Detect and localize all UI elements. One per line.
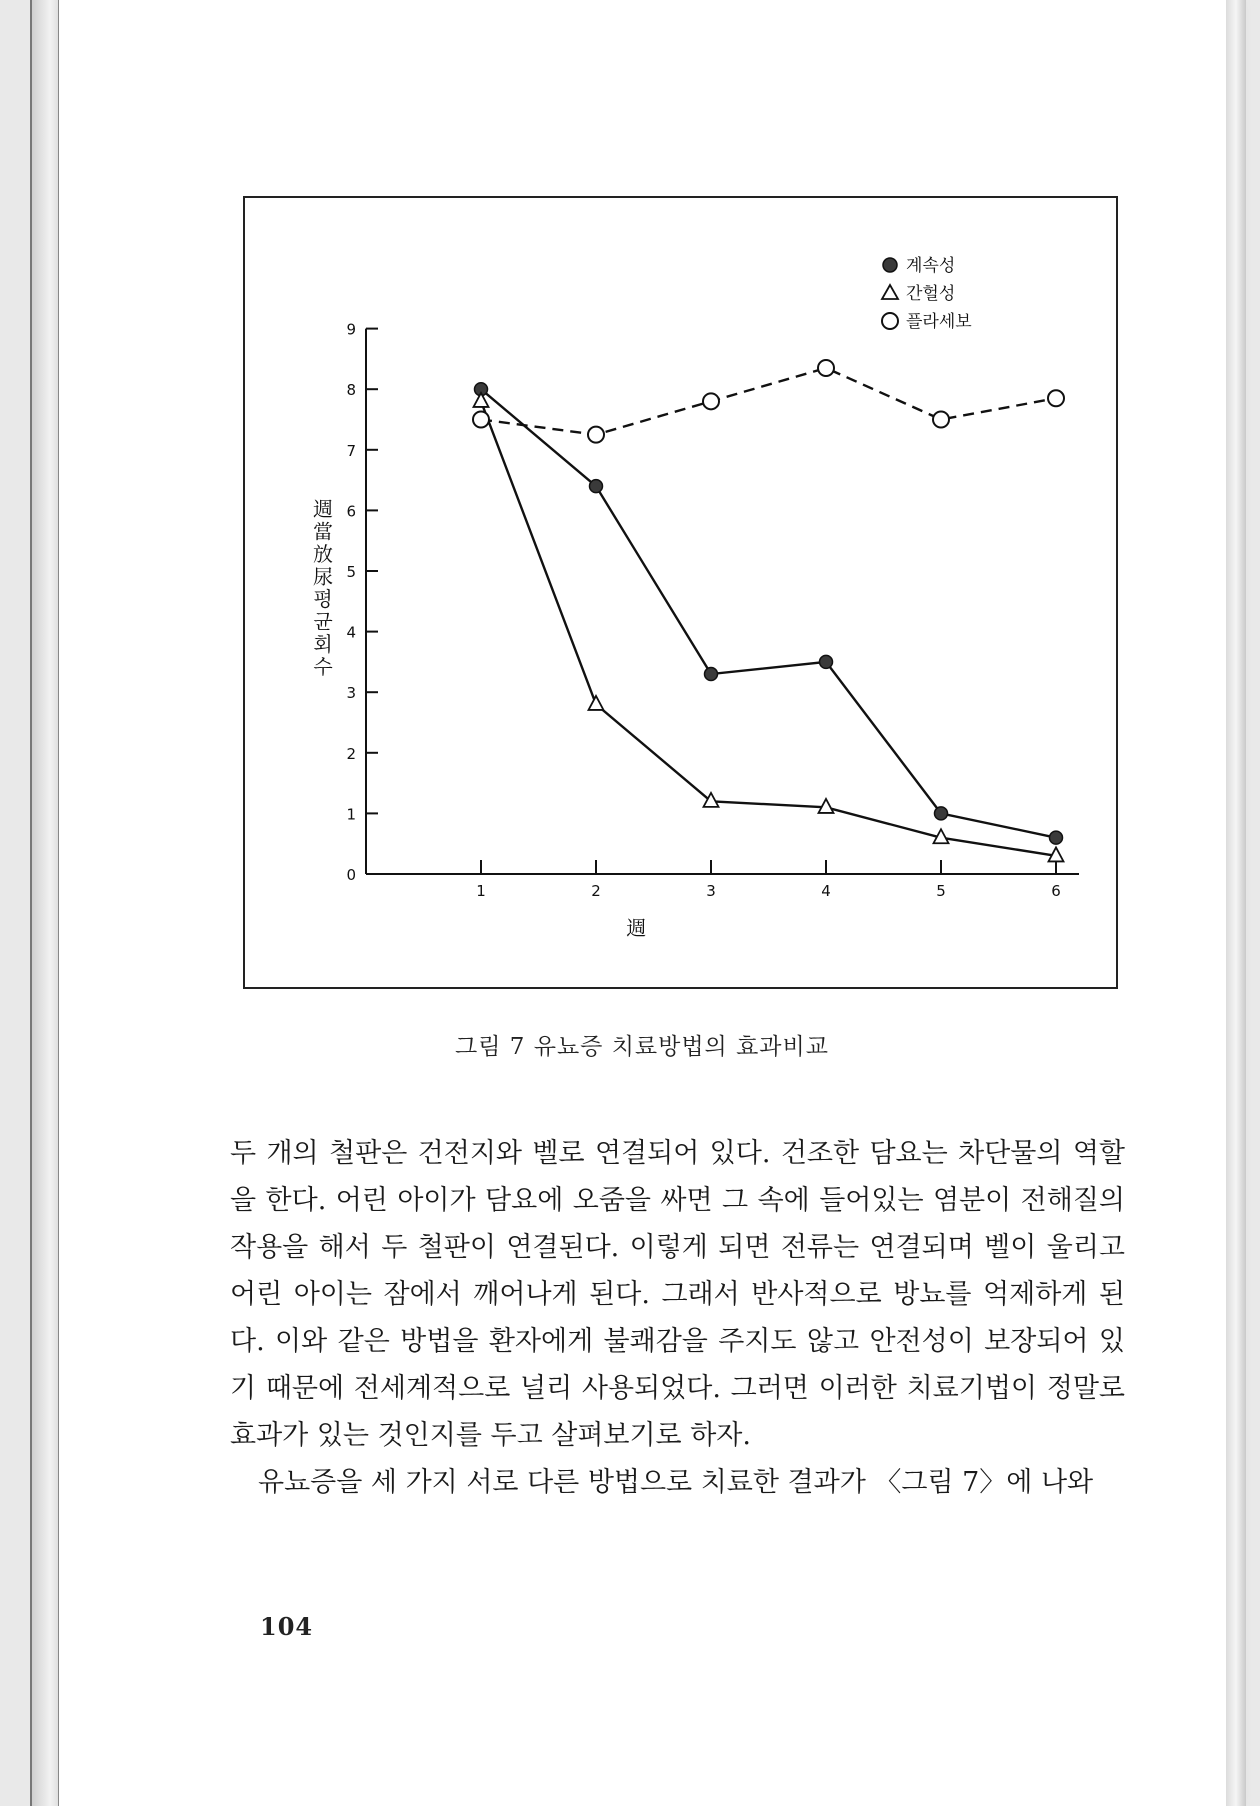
chart-frame bbox=[243, 196, 1118, 989]
data-point-계속성 bbox=[590, 480, 603, 493]
data-point-플라세보 bbox=[1048, 390, 1064, 406]
series-line-계속성 bbox=[481, 389, 1056, 837]
y-tick-label: 6 bbox=[346, 502, 356, 521]
line-chart bbox=[245, 198, 1116, 987]
y-tick-label: 0 bbox=[346, 866, 356, 884]
figure-caption-wrap bbox=[58, 1028, 1226, 1061]
data-point-플라세보 bbox=[473, 412, 489, 428]
data-point-계속성 bbox=[820, 655, 833, 668]
figure-caption: 그림 7 유뇨증 치료방법의 효과비교 bbox=[455, 1034, 829, 1060]
y-tick-label: 7 bbox=[346, 441, 356, 460]
x-tick-label: 6 bbox=[1051, 882, 1061, 900]
y-tick-label: 2 bbox=[346, 744, 356, 763]
legend-marker-간헐성 bbox=[882, 285, 898, 299]
y-axis-label: 週當放尿 평 균 회 수 bbox=[313, 497, 333, 679]
data-point-플라세보 bbox=[703, 393, 719, 409]
series-line-간헐성 bbox=[481, 401, 1056, 856]
page-number: 104 bbox=[260, 1612, 314, 1641]
data-point-계속성 bbox=[705, 668, 718, 681]
data-point-플라세보 bbox=[588, 427, 604, 443]
page-edge bbox=[1226, 0, 1246, 1806]
data-point-계속성 bbox=[935, 807, 948, 820]
x-tick-label: 3 bbox=[706, 882, 716, 900]
y-tick-label: 5 bbox=[346, 563, 356, 581]
data-point-플라세보 bbox=[933, 412, 949, 428]
legend-label-계속성: 계속성 bbox=[906, 256, 956, 276]
x-tick-label: 1 bbox=[476, 882, 486, 900]
legend-label-플라세보: 플라세보 bbox=[906, 312, 972, 332]
legend-marker-플라세보 bbox=[882, 313, 898, 329]
y-tick-label: 3 bbox=[346, 684, 356, 703]
y-tick-label: 8 bbox=[346, 381, 356, 400]
data-point-계속성 bbox=[1050, 831, 1063, 844]
x-tick-label: 5 bbox=[936, 882, 946, 900]
x-tick-label: 2 bbox=[591, 882, 601, 900]
y-tick-label: 4 bbox=[346, 623, 356, 642]
paragraph-1: 두 개의 철판은 건전지와 벨로 연결되어 있다. 건조한 담요는 차단물의 역할을 한다. 어린 아이가 담요에 오줌을 싸면 그 속에 들어있는 염분이 전해질의 작용을 해서 두 철판이 연결된다. 이렇게 되면 전류는 연결되며 벨이 울리고 어린 아이는 잠에서 깨어나게 된다. 그래서 반사적으로 방뇨를 억제하게 된다. 이와 같은 방법을 환자에게 불쾌감을 주지도 않고 안전성이 보장되어 있기 때문에 전세계적으로 널리 사용되었다. 그러면 이러한 치료기법이 정말로 효과가 있는 것인지를 두고 살펴보기로 하자. bbox=[230, 1138, 1125, 1451]
body-text bbox=[230, 1130, 1125, 1506]
legend-label-간헐성: 간헐성 bbox=[906, 284, 956, 304]
legend-marker-계속성 bbox=[883, 258, 897, 272]
x-axis-label: 週 bbox=[626, 916, 647, 940]
y-tick-label: 1 bbox=[346, 805, 356, 824]
y-tick-label: 9 bbox=[346, 320, 356, 339]
data-point-간헐성 bbox=[589, 696, 604, 710]
series-line-플라세보 bbox=[481, 368, 1056, 435]
data-point-플라세보 bbox=[818, 360, 834, 376]
paragraph-2: 유뇨증을 세 가지 서로 다른 방법으로 치료한 결과가 〈그림 7〉에 나와 bbox=[258, 1467, 1094, 1498]
data-point-간헐성 bbox=[704, 793, 719, 807]
x-tick-label: 4 bbox=[821, 882, 831, 900]
